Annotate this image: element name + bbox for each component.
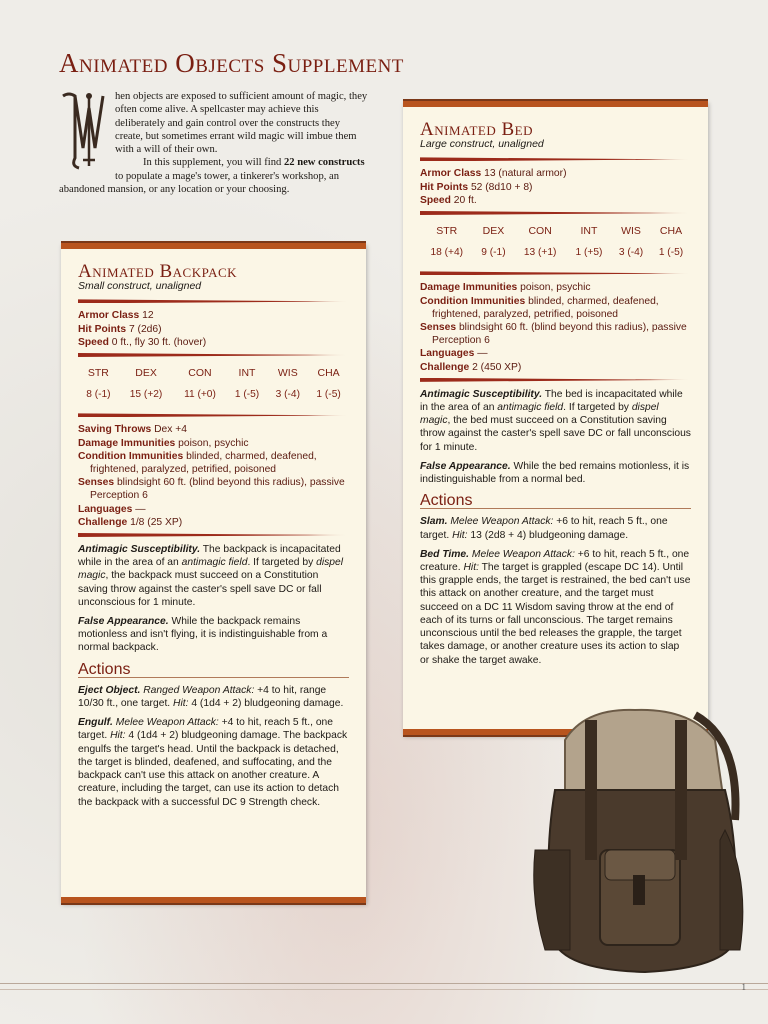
footer-rule — [0, 989, 768, 990]
stat-block-backpack — [61, 243, 366, 903]
damage-immunities: Damage Immunities poison, psychic — [420, 282, 591, 294]
backpack-illustration — [525, 700, 755, 980]
challenge: Challenge 2 (450 XP) — [420, 361, 522, 373]
intro-paragraph-2: In this supplement, you will find 22 new constructs to populate a mage's tower, a tinkerer's workshop, an abandoned mansion, or any location or your choosing. — [59, 157, 365, 196]
ability-name: DEX — [482, 225, 505, 238]
ability-value: 1 (-5) — [658, 247, 684, 259]
hit-points: Hit Points 52 (8d10 + 8) — [420, 181, 533, 193]
footer-rule — [0, 983, 768, 984]
divider — [420, 211, 691, 215]
challenge: Challenge 1/8 (25 XP) — [78, 516, 183, 528]
senses: Senses blindsight 60 ft. (blind beyond this radius), passive Perception 6 — [420, 322, 687, 347]
ability-name: INT — [580, 225, 598, 238]
ability-value: 3 (-4) — [275, 389, 300, 401]
divider — [420, 157, 691, 161]
trait-antimagic: Antimagic Susceptibility. The backpack is incapacitated while in the area of an antimagic field. If targeted by dispel magic, the backpack must succeed on a Constitution saving throw against the caster's spell save DC or fall unconscious for 1 minute. — [78, 544, 344, 608]
divider — [420, 271, 691, 275]
ability-name: INT — [238, 367, 256, 380]
page-number: 1 — [741, 982, 746, 992]
ability-name: CON — [528, 225, 552, 238]
ability-name: CON — [188, 367, 212, 380]
ability-value: 3 (-4) — [618, 247, 644, 259]
hit-points: Hit Points 7 (2d6) — [78, 323, 162, 335]
ability-value: 1 (+5) — [575, 247, 603, 259]
monster-name: Animated Backpack — [78, 261, 238, 282]
armor-class: Armor Class 12 — [78, 310, 154, 322]
languages: Languages — — [78, 503, 146, 515]
action-engulf: Engulf. Melee Weapon Attack: +4 to hit, reach 5 ft., one target. Hit: 4 (1d4 + 2) bludgeoning damage. The backpack engulfs the target's head. Until the backpack is detached, the target is blinded, deafened, and suffocating, and the backpack can't use this attack on another creature. A creature, including the target, can use its action to detach the backpack with a successful DC 9 Strength check. — [78, 717, 348, 808]
trait-antimagic: Antimagic Susceptibility. The bed is incapacitated while in the area of an antimagic field. If targeted by dispel magic, the bed must succeed on a Constitution saving throw against the caster's spell save DC or fall unconscious for 1 minute. — [420, 388, 691, 453]
action-bed-time: Bed Time. Melee Weapon Attack: +6 to hit, reach 5 ft., one creature. Hit: The target is grappled (escape DC 14). Until this grapple ends, the target is restrained, the bed can't use this attack on another creature, and the target must succeed on a DC 11 Wisdom saving throw at the end of each of its turns or fall unconscious. The target remains unconscious until the bed releases the grapple, the target takes damage, or another creature uses its action to slap or shake the target awake. — [420, 548, 691, 666]
speed: Speed 20 ft. — [420, 194, 477, 206]
speed: Speed 0 ft., fly 30 ft. (hover) — [78, 336, 207, 348]
ability-value: 8 (-1) — [86, 389, 111, 401]
intro-paragraph-1: hen objects are exposed to sufficient amount of magic, they often come alive. A spellcaster may achieve this deliberately and gain control over the constructs they create, but sometimes errant wild magic will imbue them with a will of their own. — [115, 91, 368, 156]
ability-value: 13 (+1) — [523, 247, 557, 259]
trait-false-appearance: False Appearance. While the backpack remains motionless and isn't flying, it is indistinguishable from a normal backpack. — [78, 616, 328, 654]
ability-value: 9 (-1) — [481, 247, 506, 259]
ability-value: 1 (-5) — [234, 389, 260, 401]
ability-name: CHA — [659, 225, 683, 238]
ability-name: DEX — [135, 367, 157, 380]
ability-value: 15 (+2) — [129, 389, 163, 401]
ability-name: STR — [87, 367, 109, 380]
condition-immunities: Condition Immunities blinded, charmed, deafened, frightened, paralyzed, petrified, poisoned — [420, 295, 659, 320]
languages: Languages — — [420, 348, 488, 360]
drop-cap-w-icon — [59, 88, 107, 170]
damage-immunities: Damage Immunities poison, psychic — [78, 437, 249, 449]
ability-scores — [420, 221, 691, 265]
action-slam: Slam. Melee Weapon Attack: +6 to hit, reach 5 ft., one target. Hit: 13 (2d8 + 4) bludgeoning damage. — [420, 516, 668, 541]
armor-class: Armor Class 13 (natural armor) — [420, 168, 567, 180]
ability-name: CHA — [317, 367, 340, 380]
saving-throws: Saving Throws Dex +4 — [78, 424, 188, 436]
divider — [78, 353, 349, 357]
monster-type: Large construct, unaligned — [420, 138, 544, 151]
divider — [78, 413, 349, 417]
actions-heading: Actions — [78, 663, 349, 678]
senses: Senses blindsight 60 ft. (blind beyond this radius), passive Perception 6 — [78, 477, 345, 502]
condition-immunities: Condition Immunities blinded, charmed, deafened, frightened, paralyzed, petrified, poisoned — [78, 450, 317, 476]
ability-name: STR — [436, 225, 458, 238]
divider — [78, 299, 349, 303]
monster-type: Small construct, unaligned — [78, 280, 202, 293]
stat-block-bed — [403, 101, 708, 735]
trait-false-appearance: False Appearance. While the bed remains motionless, it is indistinguishable from a normal bed. — [420, 460, 690, 486]
ability-name: WIS — [277, 367, 298, 380]
ability-scores — [78, 363, 349, 407]
ability-value: 18 (+4) — [430, 247, 463, 259]
page-title: Animated Objects Supplement — [59, 48, 404, 78]
ability-value: 1 (-5) — [316, 389, 341, 401]
divider — [78, 533, 349, 537]
intro-text — [59, 90, 369, 196]
action-eject-object: Eject Object. Ranged Weapon Attack: +4 to hit, range 10/30 ft., one target. Hit: 4 (1d4 + 2) bludgeoning damage. — [78, 684, 344, 710]
ability-name: WIS — [621, 225, 641, 238]
actions-heading: Actions — [420, 494, 691, 509]
ability-value: 11 (+0) — [184, 389, 216, 401]
divider — [420, 378, 691, 382]
monster-name: Animated Bed — [420, 119, 533, 140]
